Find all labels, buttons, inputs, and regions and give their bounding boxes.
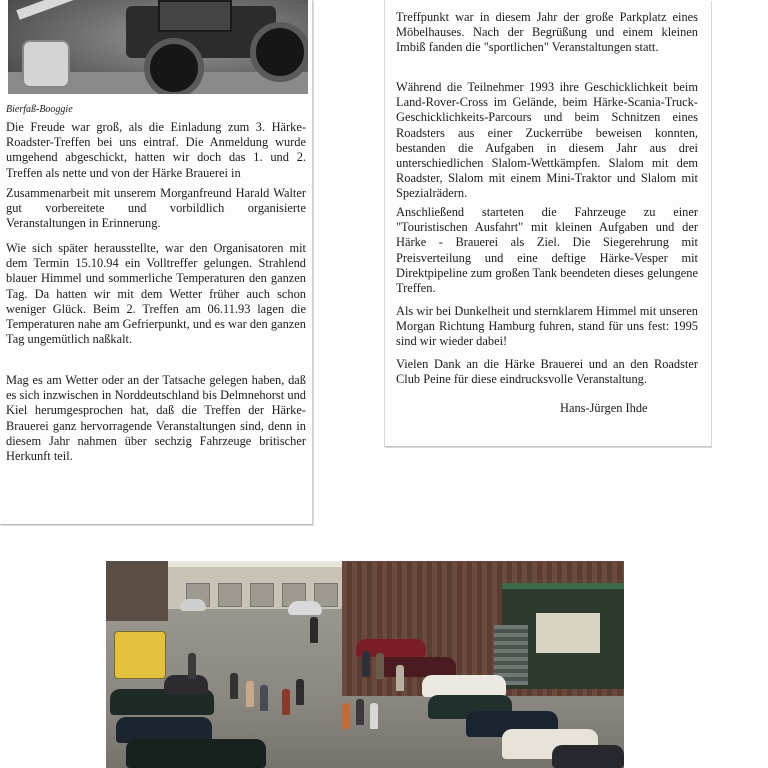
photo-caption: Bierfaß-Booggie — [6, 104, 73, 115]
photo-person — [370, 703, 378, 729]
photo-door — [250, 583, 274, 607]
photo-tower — [106, 561, 168, 621]
photo-car — [288, 601, 322, 615]
photo-person — [246, 681, 254, 707]
photo-person — [342, 703, 350, 729]
parking-lot-photo — [106, 561, 624, 768]
photo-person — [396, 665, 404, 691]
photo-person — [230, 673, 238, 699]
article-paragraph: Die Freude war groß, als die Einladung zum 3. Härke-Roadster-Treffen bei uns eintraf. Die Anmeldung wurde umgehend abgeschickt, hatten wir doch das 1. und 2. Treffen als nette und von der Härke Brauerei in — [6, 120, 306, 180]
photo-door — [218, 583, 242, 607]
tractor-photo — [8, 0, 308, 94]
photo-pallets — [536, 613, 600, 653]
photo-wheel — [144, 38, 204, 94]
article-paragraph: Treffpunkt war in diesem Jahr der große Parkplatz eines Möbelhauses. Nach der Begrüßung und einem kleinen Imbiß fanden die "sportlichen" Veranstaltungen statt. — [396, 10, 698, 55]
photo-car — [422, 675, 506, 697]
photo-wheel — [250, 22, 308, 82]
photo-person — [260, 685, 268, 711]
photo-boom — [16, 0, 132, 20]
article-paragraph: Während die Teilnehmer 1993 ihre Geschicklichkeit beim Land-Rover-Cross im Gelände, beim Härke-Scania-Truck-Geschicklichkeits-Parcours und beim Schnitzen eines Roadsters aus einer Zuckerrübe beweisen konnten, bestanden die Aufgaben in diesem Jahr aus drei unterschiedlichen Slalom-Wettkämpfen. Slalom mit dem Roadster, Slalom mit einem Mini-Traktor und Slalom mit Spezialrädern. — [396, 80, 698, 201]
photo-person — [376, 653, 384, 679]
photo-yellow-van — [114, 631, 166, 679]
article-paragraph: Anschließend starteten die Fahrzeuge zu einer "Touristischen Ausfahrt" mit kleinen Aufgaben und der Härke - Brauerei als Ziel. Die Siegerehrung mit Preisverteilung und eine deftige Härke-Vesper mit Direktpipeline zum großen Tank beendeten dieses gelungene Treffen. — [396, 205, 698, 296]
photo-person — [356, 699, 364, 725]
article-paragraph: Mag es am Wetter oder an der Tatsache gelegen haben, daß es sich inzwischen in Norddeutschland bis Delmnehorst und Kiel herumgesprochen hat, daß die Treffen der Härke-Brauerei ganz hervorragende Veranstaltungen sind, denn in diesem Jahr nahmen über sechzig Fahrzeuge britischer Herkunft teil. — [6, 373, 306, 464]
photo-car — [126, 739, 266, 768]
article-paragraph: Vielen Dank an die Härke Brauerei und an den Roadster Club Peine für diese eindrucksvolle Veranstaltung. — [396, 357, 698, 387]
photo-car — [552, 745, 624, 768]
photo-barrel — [22, 40, 70, 88]
photo-person — [188, 653, 196, 679]
photo-car — [376, 657, 456, 677]
article-paragraph: Wie sich später herausstellte, war den Organisatoren mit dem Termin 15.10.94 ein Volltreffer gelungen. Strahlend blauer Himmel und sommerliche Temperaturen den ganzen Tag. Da hatten wir mit dem Wetter früher auch schon weniger Glück. Beim 2. Treffen am 06.11.93 lagen die Temperaturen nahe am Gefrierpunkt, und es war den ganzen Tag ungemütlich naßkalt. — [6, 241, 306, 347]
article-paragraph: Zusammenarbeit mit unserem Morganfreund Harald Walter gut vorbereitete und vorbildlich organisierte Veranstaltungen in Erinnerung. — [6, 186, 306, 231]
author-signature: Hans-Jürgen Ihde — [560, 401, 648, 415]
photo-car — [180, 599, 206, 611]
photo-person — [282, 689, 290, 715]
photo-person — [310, 617, 318, 643]
article-paragraph: Als wir bei Dunkelheit und sternklarem Himmel mit unseren Morgan Richtung Hamburg fuhren, stand für uns fest: 1995 sind wir wieder dabei! — [396, 304, 698, 349]
photo-car — [164, 675, 208, 695]
photo-tractor-cab — [158, 0, 232, 32]
photo-person — [296, 679, 304, 705]
photo-person — [362, 651, 370, 677]
